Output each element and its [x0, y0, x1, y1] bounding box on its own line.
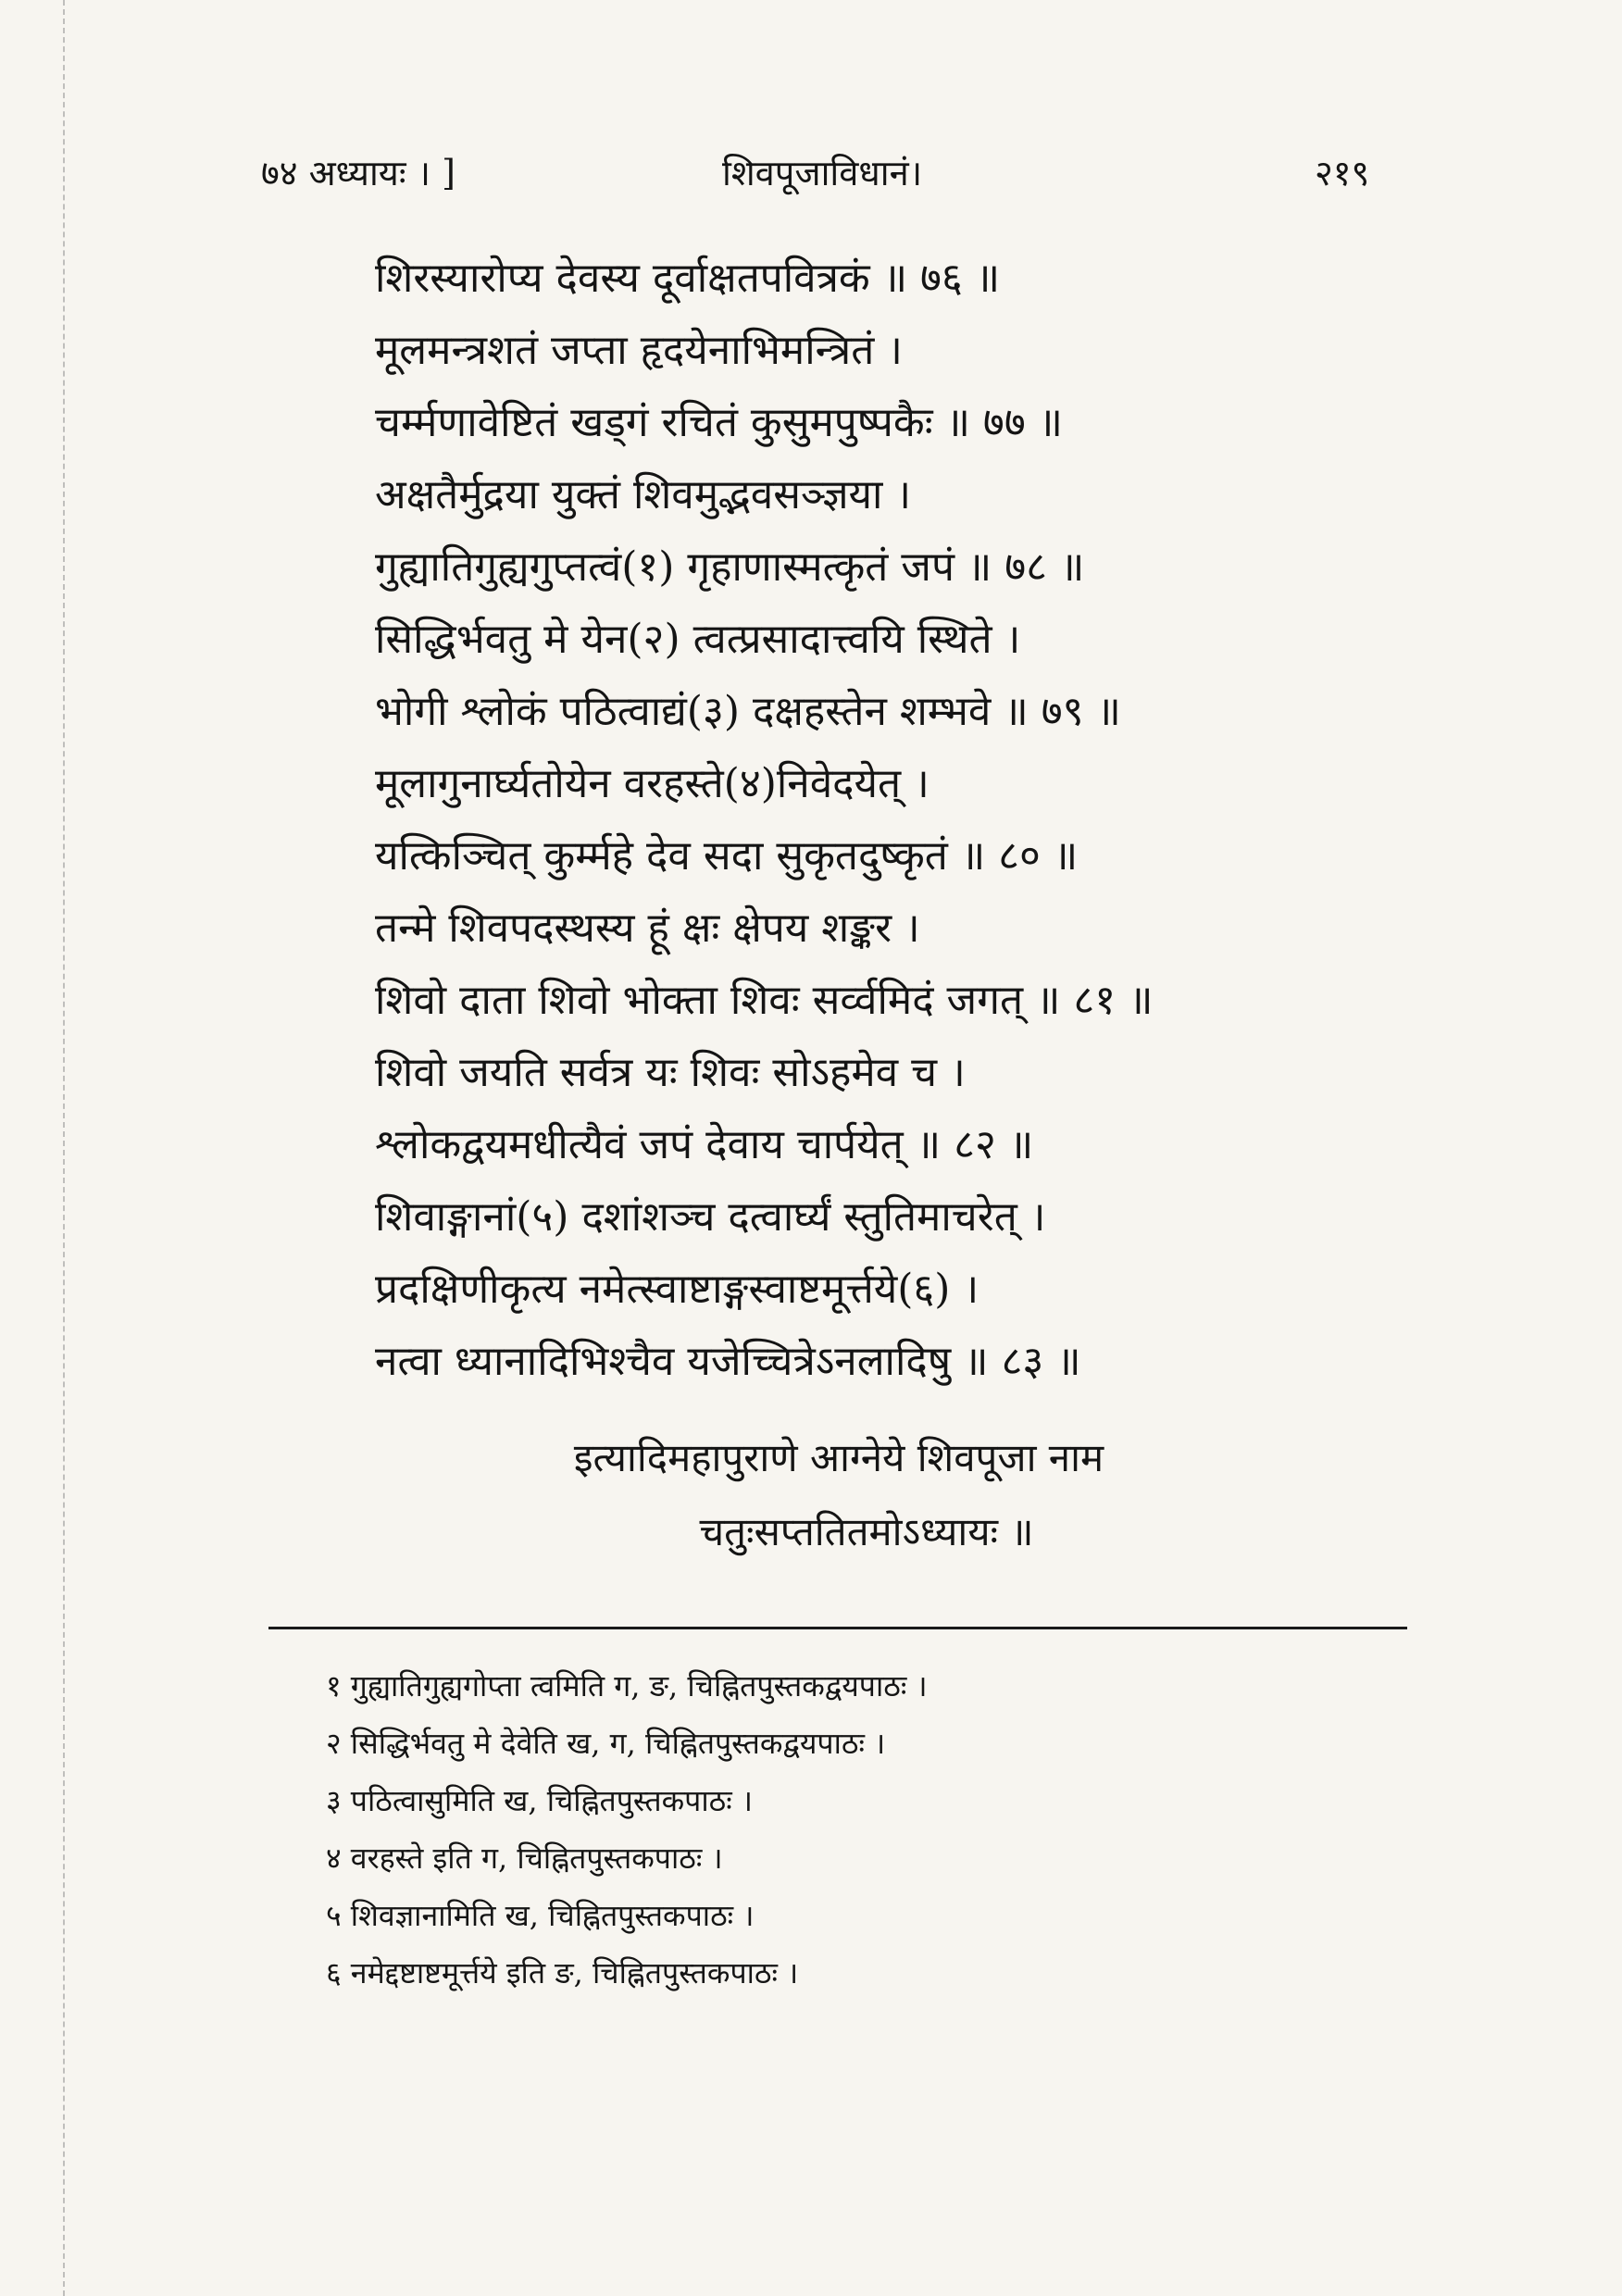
footnote: ५ शिवज्ञानामिति ख, चिह्नितपुस्तकपाठः । — [326, 1898, 755, 1933]
footnote: ३ पठित्वासुमिति ख, चिह्नितपुस्तकपाठः । — [326, 1783, 754, 1818]
footnote: ६ नमेद्दष्टाष्टमूर्त्तये इति ङ, चिह्नितपुस्तकपाठः । — [326, 1955, 799, 1990]
running-head — [0, 148, 1622, 204]
footnote: १ गुह्यातिगुह्यगोप्ता त्वमिति ग, ङ, चिह्नितपुस्तकद्वयपाठः । — [326, 1668, 928, 1703]
verse-line: सिद्धिर्भवतु मे येन(२) त्वत्प्रसादात्त्वयि स्थिते । — [375, 616, 1021, 663]
footnote: २ सिद्धिर्भवतु मे देवेति ख, ग, चिह्नितपुस्तकद्वयपाठः । — [326, 1726, 886, 1761]
footnote: ४ वरहस्ते इति ग, चिह्नितपुस्तकपाठः । — [326, 1841, 723, 1876]
footnote-divider — [268, 1627, 1407, 1629]
colophon-line: चतुःसप्ततितमोऽध्यायः ॥ — [699, 1509, 1034, 1554]
verse-line: तन्मे शिवपदस्थस्य हूं क्षः क्षेपय शङ्कर । — [375, 905, 920, 952]
verse-line: गुह्यातिगुह्यगुप्तत्वं(१) गृहाणास्मत्कृतं जपं ॥ ७८ ॥ — [375, 543, 1085, 591]
verse-block — [375, 243, 1440, 1398]
verse-line: श्लोकद्वयमधीत्यैवं जपं देवाय चार्पयेत् ॥ ८२ ॥ — [375, 1121, 1034, 1168]
verse-line: यत्किञ्चित् कुर्म्महे देव सदा सुकृतदुष्कृतं ॥ ८० ॥ — [375, 832, 1079, 880]
footnotes — [326, 1657, 1437, 2002]
verse-line: मूलागुनार्घ्यतोयेन वरहस्ते(४)निवेदयेत् । — [375, 760, 930, 807]
verse-line: मूलमन्त्रशतं जप्ता हृदयेनाभिमन्त्रितं । — [375, 327, 903, 374]
colophon-line: इत्यादिमहापुराणे आग्नेये शिवपूजा नाम — [573, 1435, 1104, 1480]
verse-line: शिवो जयति सर्वत्र यः शिवः सोऽहमेव च । — [375, 1049, 966, 1096]
verse-line: प्रदक्षिणीकृत्य नमेत्स्वाष्टाङ्गस्वाष्टमूर्त्तये(६) । — [375, 1266, 979, 1313]
page-number: २१९ — [1315, 153, 1370, 193]
verse-line: शिवो दाता शिवो भोक्ता शिवः सर्व्वमिदं जगत् ॥ ८१ ॥ — [375, 977, 1154, 1024]
verse-line: अक्षतैर्मुद्रया युक्तं शिवमुद्भवसञ्ज्ञया । — [375, 471, 912, 518]
verse-line: चर्म्मणावेष्टितं खड्गं रचितं कुसुमपुष्पकैः ॥ ७७ ॥ — [375, 399, 1064, 446]
verse-line: शिवाङ्गानां(५) दशांशञ्च दत्वार्घ्यं स्तुतिमाचरेत् । — [375, 1193, 1046, 1241]
binding-edge — [63, 0, 70, 2296]
chapter-colophon — [0, 1421, 1622, 1569]
section-title: शिवपूजाविधानं। — [722, 153, 923, 193]
verse-line: नत्वा ध्यानादिभिश्चैव यजेच्चित्रेऽनलादिषु ॥ ८३ ॥ — [375, 1338, 1081, 1385]
verse-line: भोगी श्लोकं पठित्वाद्यं(३) दक्षहस्तेन शम्भवे ॥ ७९ ॥ — [375, 688, 1121, 735]
verse-line: शिरस्यारोप्य देवस्य दूर्वाक्षतपवित्रकं ॥ ७६ ॥ — [375, 255, 1001, 302]
chapter-label: ७४ अध्यायः । ] — [261, 153, 455, 193]
